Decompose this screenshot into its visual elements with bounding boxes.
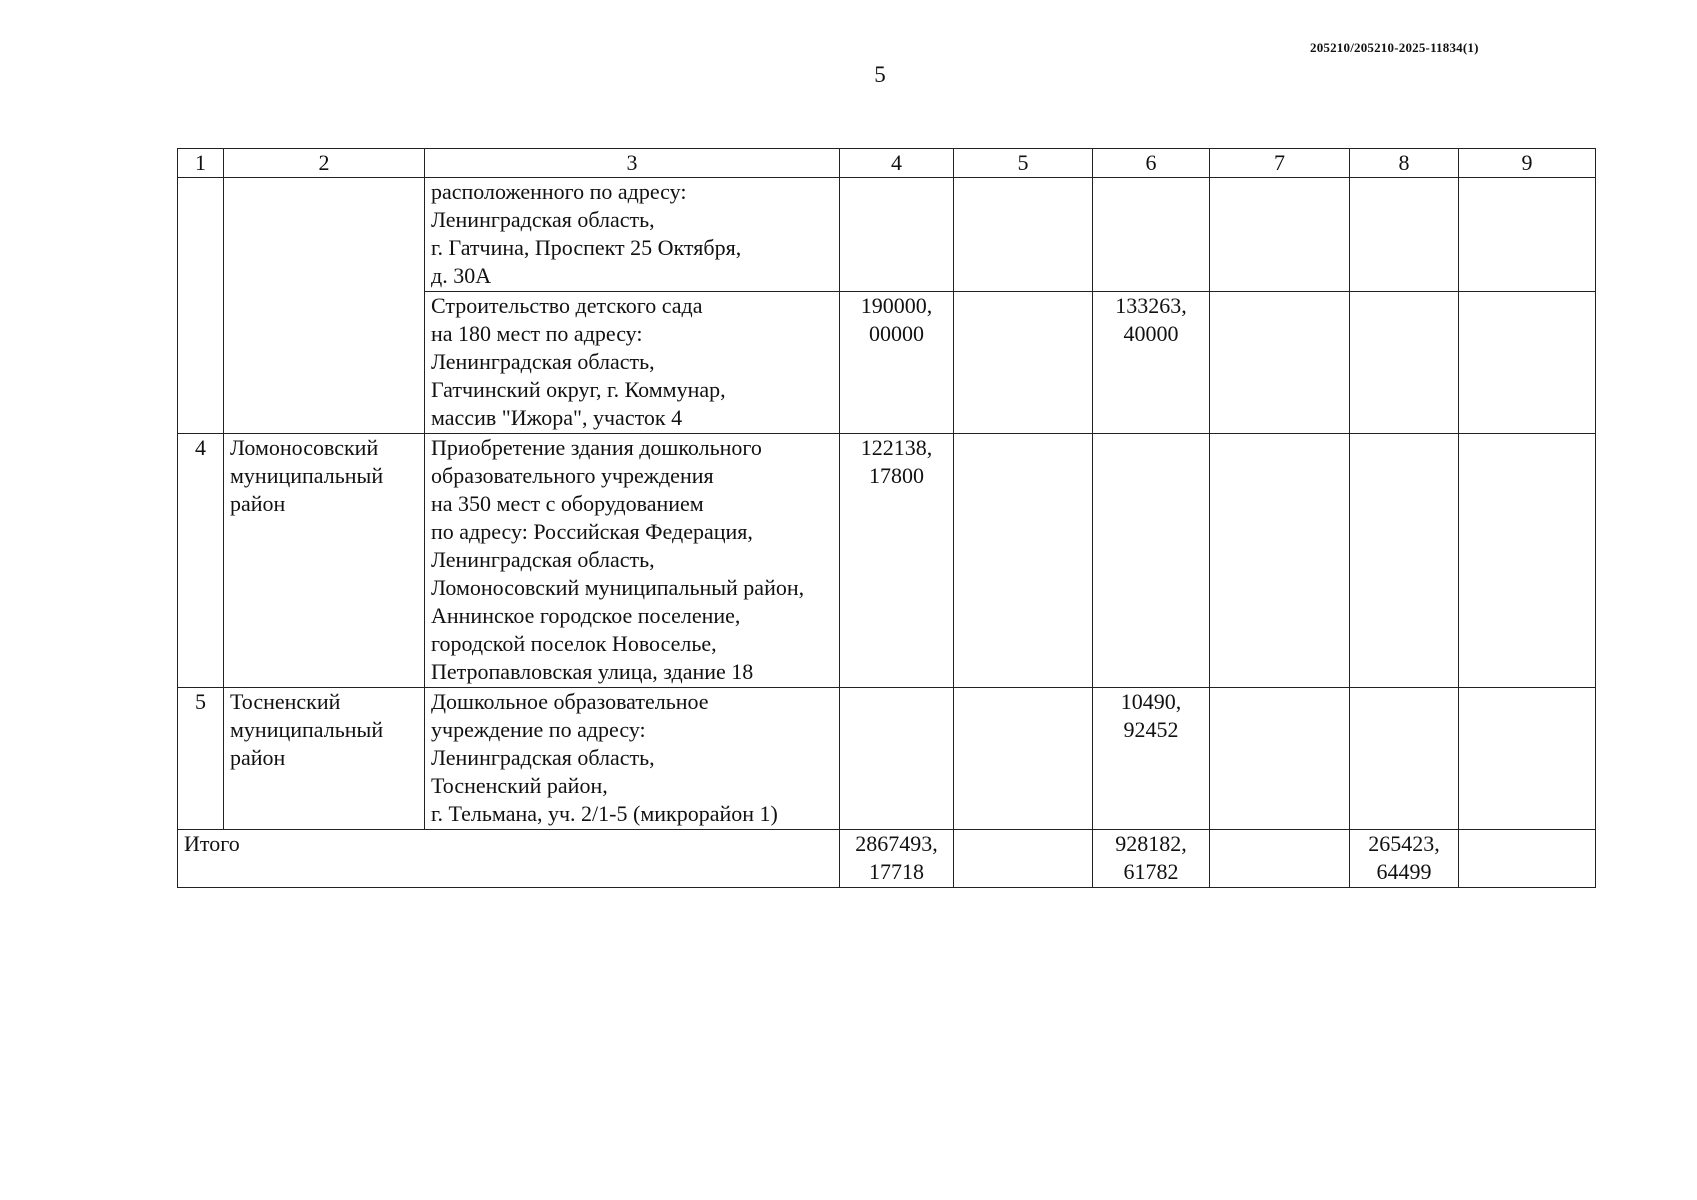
document-id: 205210/205210-2025-11834(1) [1310,40,1479,55]
table-row [178,178,1596,292]
value-cell [1093,178,1210,292]
value-cell [840,178,954,292]
value-cell [954,178,1093,292]
value-cell [954,292,1093,434]
table-row [178,434,1596,688]
object-cell: Дошкольное образовательное учреждение по адресу: Ленинградская область, Тосненский район, г. Тельмана, уч. 2/1-5 (микрорайон 1) [425,688,840,830]
value-cell: 190000, 00000 [840,292,954,434]
column-header: 6 [1093,149,1210,178]
value-cell [1459,688,1596,830]
district-cell: Ломоносовский муниципальный район [224,434,425,688]
column-header: 1 [178,149,224,178]
total-row [178,830,1596,888]
value-cell [1210,178,1350,292]
value-cell: 10490, 92452 [1093,688,1210,830]
value-cell [1350,292,1459,434]
value-cell [840,688,954,830]
total-value-cell [1459,830,1596,888]
value-cell [1459,292,1596,434]
column-header: 4 [840,149,954,178]
value-cell [1350,434,1459,688]
column-header: 2 [224,149,425,178]
column-header: 5 [954,149,1093,178]
value-cell [1210,688,1350,830]
district-cell: Тосненский муниципальный район [224,688,425,830]
object-cell: расположенного по адресу: Ленинградская область, г. Гатчина, Проспект 25 Октября, д. 30А [425,178,840,292]
total-value-cell: 2867493, 17718 [840,830,954,888]
row-number: 5 [178,688,224,830]
data-table [177,148,1596,888]
value-cell [1210,292,1350,434]
total-value-cell [1210,830,1350,888]
value-cell [1459,434,1596,688]
object-cell: Строительство детского сада на 180 мест по адресу: Ленинградская область, Гатчинский округ, г. Коммунар, массив "Ижора", участок 4 [425,292,840,434]
page-number: 5 [874,62,886,87]
value-cell [1459,178,1596,292]
column-header: 3 [425,149,840,178]
row-number [178,178,224,292]
value-cell [954,434,1093,688]
column-header: 8 [1350,149,1459,178]
column-header: 7 [1210,149,1350,178]
total-value-cell: 265423, 64499 [1350,830,1459,888]
value-cell: 133263, 40000 [1093,292,1210,434]
table-row [178,688,1596,830]
row-number: 4 [178,434,224,688]
value-cell: 122138, 17800 [840,434,954,688]
value-cell [1210,434,1350,688]
district-cell [224,292,425,434]
value-cell [1350,178,1459,292]
object-cell: Приобретение здания дошкольного образовательного учреждения на 350 мест с оборудованием по адресу: Российская Федерация, Ленинградская область, Ломоносовский муниципальный район, Аннинское городское поселение, городской поселок Новоселье, Петропавловская улица, здание 18 [425,434,840,688]
value-cell [1350,688,1459,830]
total-value-cell [954,830,1093,888]
column-header: 9 [1459,149,1596,178]
total-value-cell: 928182, 61782 [1093,830,1210,888]
table-header-row [178,149,1596,178]
value-cell [1093,434,1210,688]
row-number [178,292,224,434]
table-row [178,292,1596,434]
district-cell [224,178,425,292]
value-cell [954,688,1093,830]
total-label: Итого [178,830,840,888]
